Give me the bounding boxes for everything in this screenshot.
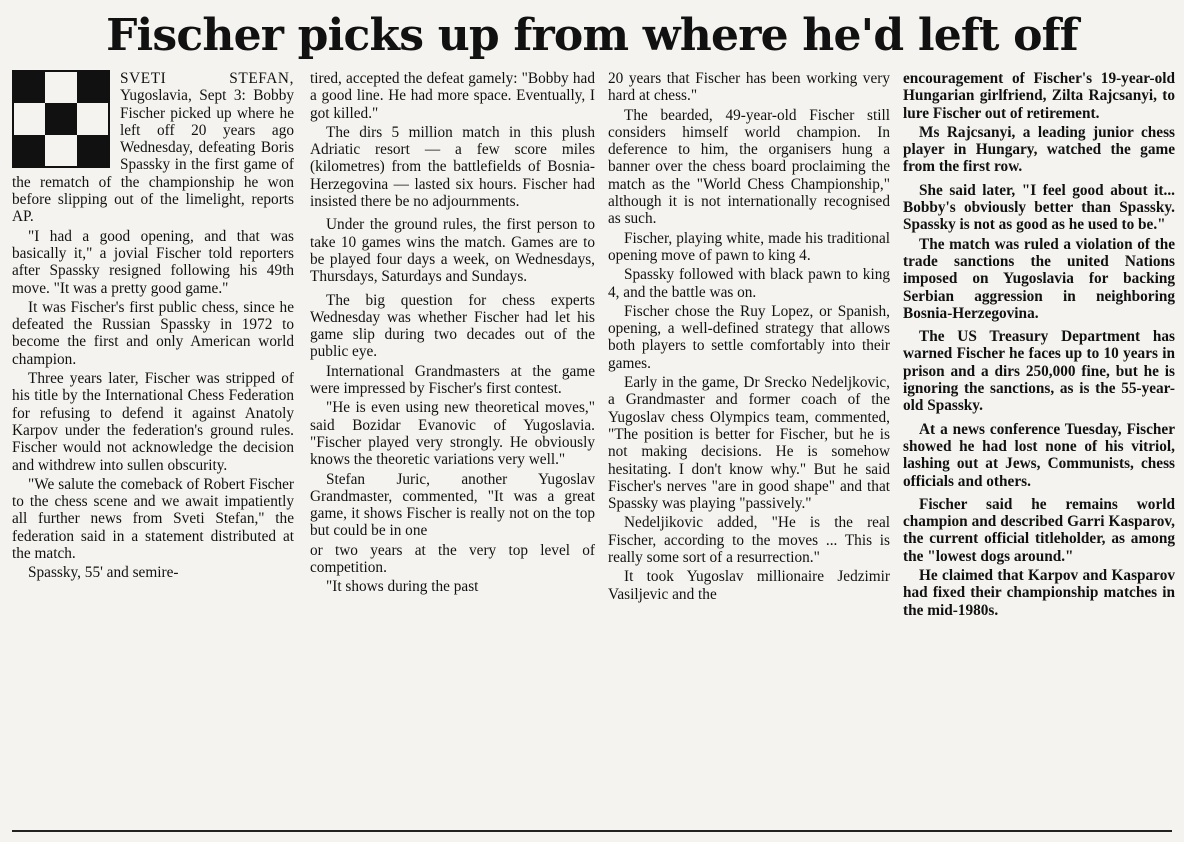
paragraph: Ms Rajcsanyi, a leading junior chess player in Hungary, watched the game from the first row. [903,123,1175,176]
paragraph: The match was ruled a violation of the trade sanctions the united Nations imposed on Yugoslavia for backing Serbian aggression in neighboring Bosnia-Herzegovina. [903,235,1175,322]
paragraph: He claimed that Karpov and Kasparov had fixed their championship matches in the mid-1980s. [903,567,1175,619]
paragraph: Stefan Juric, another Yugoslav Grandmaster, commented, "It was a great game, it shows Fischer is really not on the top but could be in one [310,470,595,540]
article-column-3 [608,70,890,832]
paragraph: encouragement of Fischer's 19-year-old Hungarian girlfriend, Zilta Rajcsanyi, to lure Fischer out of retirement. [903,70,1175,122]
paragraph: The US Treasury Department has warned Fischer he faces up to 10 years in prison and a dirs 250,000 fine, but he is ignoring the sanctions, as is the 55-year-old Spassky. [903,328,1175,415]
paragraph: At a news conference Tuesday, Fischer showed he had lost none of his vitriol, lashing out at Jews, Communists, chess officials and others. [903,420,1175,490]
paragraph: "I had a good opening, and that was basically it," a jovial Fischer told reporters after Spassky resigned following his 49th move. "It was a pretty good game." [12,227,294,297]
paragraph: Spassky, 55' and semire- [28,564,179,582]
paragraph: The dirs 5 million match in this plush Adriatic resort — a few score miles (kilometres) from the battlefields of Bosnia-Herzegovina — lasted six hours. Fischer had insisted there be no adjournments. [310,123,595,211]
bottom-rule [12,830,1172,832]
article-column-2 [310,70,595,832]
dateline: SVETI STEFAN, [120,70,294,87]
paragraph: The bearded, 49-year-old Fischer still considers himself world champion. In deference to him, the organisers hung a banner over the chess board proclaiming the match as the "World Chess Championship," although it is not internationally recognised as such. [608,106,890,228]
paragraph: Under the ground rules, the first person to take 10 games wins the match. Games are to be played four days a week, on Wednesdays, Thursdays, Saturdays and Sundays. [310,216,595,286]
paragraph: Fischer, playing white, made his traditional opening move of pawn to king 4. [608,229,890,264]
paragraph: Spassky followed with black pawn to king 4, and the battle was on. [608,266,890,301]
paragraph: "He is even using new theoretical moves," said Bozidar Evanovic of Yugoslavia. "Fischer played very strongly. He obviously knows the theoretic variations very well." [310,399,595,469]
lead-text: Yugoslavia, Sept 3: Bobby Fischer picked up where he left off 20 years ago Wednesday, defeating Boris Spassky in the first game of the rematch of the championship he won before slipping out of the limelight, reports AP. [12,87,294,226]
paragraph: "It shows during the past [326,578,479,596]
paragraph: Three years later, Fischer was stripped of his title by the International Chess Federation for refusing to defend it against Anatoly Karpov under the federation's ground rules. Fischer would not acknowledge the decision and withdrew into sullen obscurity. [12,370,294,474]
paragraph: Early in the game, Dr Srecko Nedeljkovic, a Grandmaster and former coach of the Yugoslav chess Olympics team, commented, "The position is better for Fischer, but he is not making decisions. He is somehow hesitating. I don't know why." But he said Fischer's nerves "are in good shape" and that Spassky was playing "passively." [608,374,890,513]
paragraph: She said later, "I feel good about it... Bobby's obviously better than Spassky. Spassky is not as good as he used to be." [903,181,1175,234]
paragraph: tired, accepted the defeat gamely: "Bobby had a good line. He had more space. Eventually, I got killed." [310,70,595,122]
paragraph: Nedeljikovic added, "He is the real Fischer, according to the moves ... This is really some sort of a resurrection." [608,514,890,567]
paragraph: It was Fischer's first public chess, since he defeated the Russian Spassky in 1972 to become the first and only American world champion. [12,298,294,368]
paragraph: The big question for chess experts Wednesday was whether Fischer had let his game slip during two decades out of the public eye. [310,291,595,361]
paragraph: "We salute the comeback of Robert Fischer to the chess scene and we await impatiently all further news from Sveti Stefan," the federation said in a statement distributed at the match. [12,475,294,563]
paragraph: It took Yugoslav millionaire Jedzimir Vasiljevic and the [608,568,890,603]
paragraph: International Grandmasters at the game were impressed by Fischer's first contest. [310,362,595,398]
paragraph: or two years at the very top level of competition. [310,541,595,577]
article-column-1 [12,70,294,832]
paragraph: Fischer said he remains world champion and described Garri Kasparov, the current official titleholder, as among the "lowest dogs around." [903,495,1175,565]
paragraph: Fischer chose the Ruy Lopez, or Spanish, opening, a well-defined strategy that allows both players to settle comfortably into their games. [608,302,890,372]
chessboard-icon [12,70,110,168]
paragraph: 20 years that Fischer has been working very hard at chess." [608,70,890,105]
headline: Fischer picks up from where he'd left off [106,10,1078,61]
article-column-4 [903,70,1175,832]
